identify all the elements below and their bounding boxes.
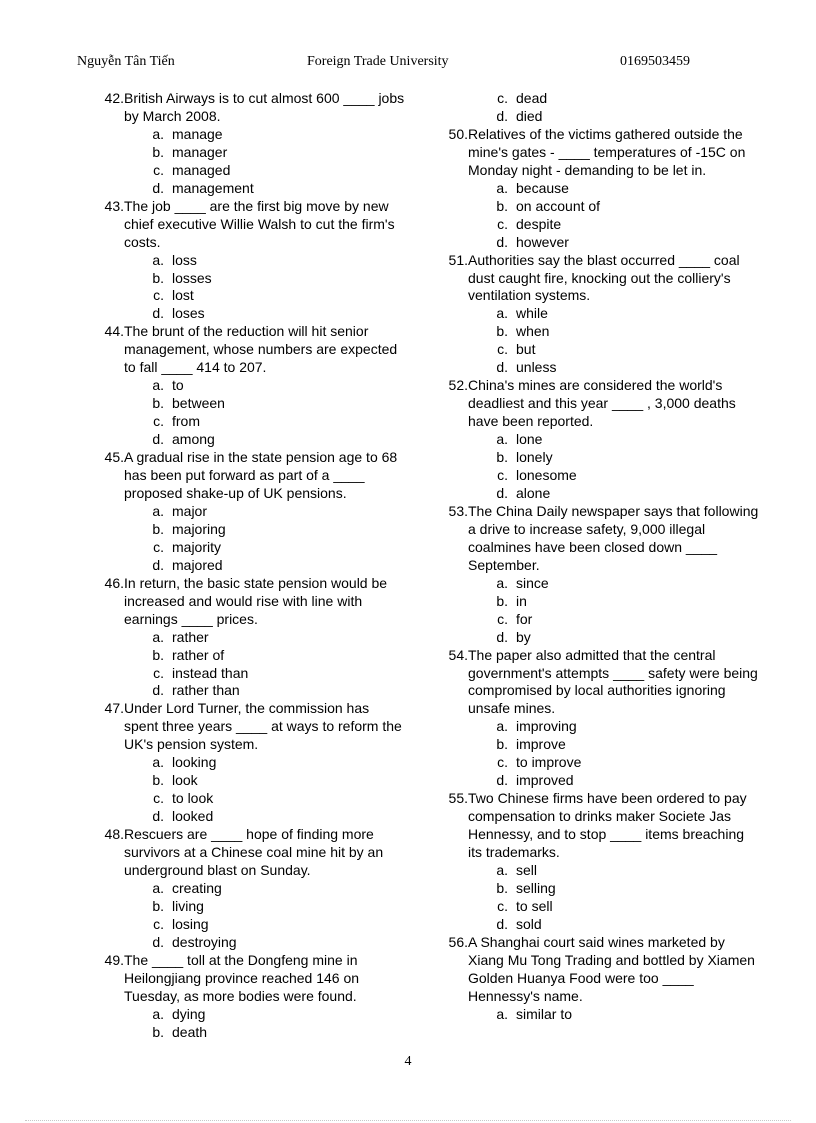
option-text: but <box>516 341 536 358</box>
answer-option <box>96 1024 406 1042</box>
option-letter: c. <box>497 754 508 771</box>
answer-option <box>96 754 406 772</box>
author-name: Nguyễn Tân Tiến <box>77 54 175 69</box>
phone-number: 0169503459 <box>620 54 690 69</box>
question-item <box>440 252 760 306</box>
question-text: British Airways is to cut almost 600 ____ jobs by March 2008. <box>124 90 405 124</box>
option-letter: c. <box>153 790 164 807</box>
option-letter: c. <box>497 467 508 484</box>
option-text: to look <box>172 790 214 807</box>
option-letter: b. <box>496 736 508 753</box>
answer-option <box>440 1006 760 1024</box>
option-letter: d. <box>152 305 164 322</box>
option-letter: c. <box>497 897 508 914</box>
option-letter: c. <box>497 610 508 627</box>
question-item <box>440 377 760 431</box>
option-letter: b. <box>152 1023 164 1040</box>
option-letter: a. <box>152 754 164 771</box>
option-text: despite <box>516 215 562 232</box>
option-letter: c. <box>497 215 508 232</box>
option-letter: c. <box>153 538 164 555</box>
answer-option <box>440 916 760 934</box>
option-letter: c. <box>153 664 164 681</box>
option-letter: d. <box>152 556 164 573</box>
option-text: however <box>516 233 569 250</box>
question-text: The ____ toll at the Dongfeng mine in Heilongjiang province reached 146 on Tuesday, as more bodies were found. <box>124 951 360 1004</box>
option-letter: a. <box>496 1005 508 1022</box>
option-text: sold <box>516 915 542 932</box>
answer-option <box>96 162 406 180</box>
option-letter: d. <box>496 107 508 124</box>
option-text: creating <box>172 879 222 896</box>
question-text: A gradual rise in the state pension age to 68 has been put forward as part of a ____ proposed shake-up of UK pensions. <box>124 449 398 501</box>
answer-option <box>96 413 406 431</box>
answer-option <box>440 90 760 108</box>
option-text: on account of <box>516 197 601 214</box>
option-text: looking <box>172 754 217 771</box>
option-text: improve <box>516 736 566 753</box>
option-letter: a. <box>152 628 164 645</box>
answer-option <box>96 665 406 683</box>
answer-option <box>96 521 406 539</box>
option-text: improving <box>516 718 577 735</box>
answer-option <box>440 736 760 754</box>
answer-option <box>96 270 406 288</box>
option-text: lost <box>172 287 194 304</box>
option-text: majority <box>172 538 222 555</box>
option-text: between <box>172 395 225 412</box>
option-letter: a. <box>496 574 508 591</box>
answer-option <box>440 198 760 216</box>
question-text: The job ____ are the first big move by new chief executive Willie Walsh to cut the firm's costs. <box>124 197 395 250</box>
answer-option <box>440 880 760 898</box>
option-text: died <box>516 107 543 124</box>
option-text: management <box>172 179 254 196</box>
answer-option <box>96 377 406 395</box>
option-letter: b. <box>152 897 164 914</box>
question-item <box>440 647 760 719</box>
option-letter: d. <box>152 682 164 699</box>
question-text: Authorities say the blast occurred ____ coal dust caught fire, knocking out the colliery's ventilation systems. <box>468 251 740 304</box>
option-text: living <box>172 897 204 914</box>
option-text: while <box>516 305 548 322</box>
answer-option <box>440 754 760 772</box>
answer-option <box>440 898 760 916</box>
option-letter: a. <box>152 502 164 519</box>
question-text: China's mines are considered the world's deadliest and this year ____ , 3,000 deaths have been reported. <box>468 377 736 430</box>
answer-option <box>96 629 406 647</box>
option-text: death <box>172 1023 208 1040</box>
option-letter: d. <box>496 233 508 250</box>
option-text: sell <box>516 861 538 878</box>
question-text: The paper also admitted that the central government's attempts ____ safety were being compromised by local authorities ignoring unsafe mines. <box>468 646 758 717</box>
option-letter: b. <box>496 592 508 609</box>
question-number: 44. <box>104 323 124 340</box>
option-letter: b. <box>152 269 164 286</box>
question-number: 55. <box>448 790 468 807</box>
option-letter: d. <box>152 431 164 448</box>
question-text: A Shanghai court said wines marketed by Xiang Mu Tong Trading and bottled by Xiamen Golden Huanya Food were too ____ Hennessy's name. <box>468 933 755 1004</box>
option-text: similar to <box>516 1005 573 1022</box>
option-text: to <box>172 377 184 394</box>
question-text: The China Daily newspaper says that following a drive to increase safety, 9,000 illegal coalmines have been closed down ____ September. <box>468 502 759 573</box>
answer-option <box>440 629 760 647</box>
option-letter: c. <box>497 341 508 358</box>
answer-option <box>440 485 760 503</box>
option-text: to sell <box>516 897 553 914</box>
option-letter: d. <box>496 772 508 789</box>
question-item <box>96 826 406 880</box>
question-number: 42. <box>104 90 124 106</box>
answer-option <box>96 557 406 575</box>
option-text: because <box>516 179 569 196</box>
question-text: The brunt of the reduction will hit senior management, whose numbers are expected to fall ____ 414 to 207. <box>124 323 398 376</box>
answer-option <box>440 718 760 736</box>
option-letter: b. <box>496 323 508 340</box>
page-number: 4 <box>404 1054 412 1069</box>
answer-option <box>440 431 760 449</box>
option-letter: c. <box>153 287 164 304</box>
question-text: Two Chinese firms have been ordered to pay compensation to drinks maker Societe Jas Hennessy, and to stop ____ items breaching its trademarks. <box>468 790 747 861</box>
option-text: to improve <box>516 754 582 771</box>
option-text: when <box>516 323 550 340</box>
option-letter: b. <box>152 772 164 789</box>
question-text: In return, the basic state pension would be increased and would rise with line with earnings ____ prices. <box>124 574 388 627</box>
institution-name: Foreign Trade University <box>307 54 449 69</box>
option-text: selling <box>516 879 556 896</box>
answer-option <box>96 126 406 144</box>
option-text: lonely <box>516 449 553 466</box>
option-text: in <box>516 592 527 609</box>
question-text: Relatives of the victims gathered outside the mine's gates - ____ temperatures of -15C on Monday night - demanding to be let in. <box>468 125 746 178</box>
answer-option <box>440 593 760 611</box>
answer-option <box>440 108 760 126</box>
question-number: 52. <box>448 377 468 394</box>
option-text: majored <box>172 556 223 573</box>
question-item <box>96 575 406 629</box>
question-text: Rescuers are ____ hope of finding more survivors at a Chinese coal mine hit by an underground blast on Sunday. <box>124 826 384 878</box>
answer-option <box>440 611 760 629</box>
answer-option <box>440 772 760 790</box>
answer-option <box>96 305 406 323</box>
question-item <box>96 198 406 252</box>
option-letter: c. <box>153 161 164 178</box>
option-text: losses <box>172 269 212 286</box>
answer-option <box>440 305 760 323</box>
option-letter: b. <box>496 879 508 896</box>
option-text: from <box>172 413 200 430</box>
option-letter: d. <box>152 808 164 825</box>
option-text: loss <box>172 251 197 268</box>
option-letter: b. <box>152 646 164 663</box>
question-number: 53. <box>448 502 468 519</box>
answer-option <box>96 431 406 449</box>
question-number: 49. <box>104 951 124 968</box>
question-number: 54. <box>448 646 468 663</box>
answer-option <box>96 898 406 916</box>
option-letter: a. <box>496 861 508 878</box>
question-item <box>96 323 406 377</box>
question-number: 47. <box>104 700 124 717</box>
option-text: among <box>172 431 215 448</box>
question-number: 46. <box>104 574 124 591</box>
option-letter: c. <box>153 915 164 932</box>
option-letter: a. <box>152 377 164 394</box>
option-text: lone <box>516 431 543 448</box>
option-letter: b. <box>152 143 164 160</box>
answer-option <box>440 862 760 880</box>
option-letter: a. <box>152 1005 164 1022</box>
answer-option <box>96 287 406 305</box>
option-text: alone <box>516 484 551 501</box>
question-item <box>96 449 406 503</box>
option-letter: b. <box>152 395 164 412</box>
option-text: loses <box>172 305 205 322</box>
answer-option <box>96 647 406 665</box>
option-letter: a. <box>496 179 508 196</box>
answer-option <box>96 252 406 270</box>
question-item <box>440 790 760 862</box>
option-letter: a. <box>496 305 508 322</box>
option-letter: a. <box>496 718 508 735</box>
left-column <box>96 90 406 1042</box>
answer-option <box>96 808 406 826</box>
question-number: 50. <box>448 125 468 142</box>
question-item <box>440 503 760 575</box>
option-letter: b. <box>496 449 508 466</box>
answer-option <box>96 395 406 413</box>
question-text: Under Lord Turner, the commission has spent three years ____ at ways to reform the UK's pension system. <box>124 700 402 753</box>
option-letter: d. <box>496 628 508 645</box>
answer-option <box>96 180 406 198</box>
answer-option <box>440 575 760 593</box>
answer-option <box>440 323 760 341</box>
answer-option <box>96 934 406 952</box>
option-text: majoring <box>172 520 226 537</box>
option-letter: d. <box>152 179 164 196</box>
question-number: 43. <box>104 197 124 214</box>
answer-option <box>440 341 760 359</box>
option-text: look <box>172 772 198 789</box>
answer-option <box>96 1006 406 1024</box>
option-text: rather <box>172 628 209 645</box>
answer-option <box>96 503 406 521</box>
answer-option <box>440 467 760 485</box>
option-text: since <box>516 574 549 591</box>
answer-option <box>96 682 406 700</box>
option-letter: c. <box>153 413 164 430</box>
question-number: 48. <box>104 826 124 843</box>
answer-option <box>440 234 760 252</box>
option-letter: d. <box>152 933 164 950</box>
option-letter: a. <box>152 125 164 142</box>
option-text: for <box>516 610 533 627</box>
option-text: unless <box>516 359 557 376</box>
option-text: manager <box>172 143 228 160</box>
option-letter: a. <box>152 879 164 896</box>
option-letter: d. <box>496 915 508 932</box>
question-item <box>96 90 406 126</box>
option-text: dead <box>516 90 548 106</box>
question-item <box>440 126 760 180</box>
page-header <box>0 54 816 74</box>
question-number: 45. <box>104 449 124 466</box>
question-number: 51. <box>448 251 468 268</box>
question-item <box>440 934 760 1006</box>
answer-option <box>96 880 406 898</box>
option-letter: a. <box>496 431 508 448</box>
option-text: dying <box>172 1005 206 1022</box>
answer-option <box>96 772 406 790</box>
question-number: 56. <box>448 933 468 950</box>
option-text: instead than <box>172 664 249 681</box>
answer-option <box>440 449 760 467</box>
answer-option <box>96 916 406 934</box>
option-letter: b. <box>496 197 508 214</box>
question-item <box>96 700 406 754</box>
option-letter: a. <box>152 251 164 268</box>
option-text: by <box>516 628 531 645</box>
option-text: major <box>172 502 208 519</box>
option-letter: c. <box>497 90 508 106</box>
option-letter: d. <box>496 359 508 376</box>
option-text: losing <box>172 915 209 932</box>
answer-option <box>96 539 406 557</box>
option-text: lonesome <box>516 467 577 484</box>
footer-divider <box>25 1120 791 1121</box>
answer-option <box>440 216 760 234</box>
option-text: managed <box>172 161 231 178</box>
question-item <box>96 952 406 1006</box>
option-text: rather than <box>172 682 240 699</box>
option-letter: d. <box>496 484 508 501</box>
option-text: looked <box>172 808 214 825</box>
option-text: destroying <box>172 933 237 950</box>
answer-option <box>440 180 760 198</box>
right-column <box>440 90 760 1024</box>
answer-option <box>96 144 406 162</box>
option-text: manage <box>172 125 223 142</box>
option-text: improved <box>516 772 574 789</box>
answer-option <box>96 790 406 808</box>
option-letter: b. <box>152 520 164 537</box>
answer-option <box>440 359 760 377</box>
option-text: rather of <box>172 646 225 663</box>
